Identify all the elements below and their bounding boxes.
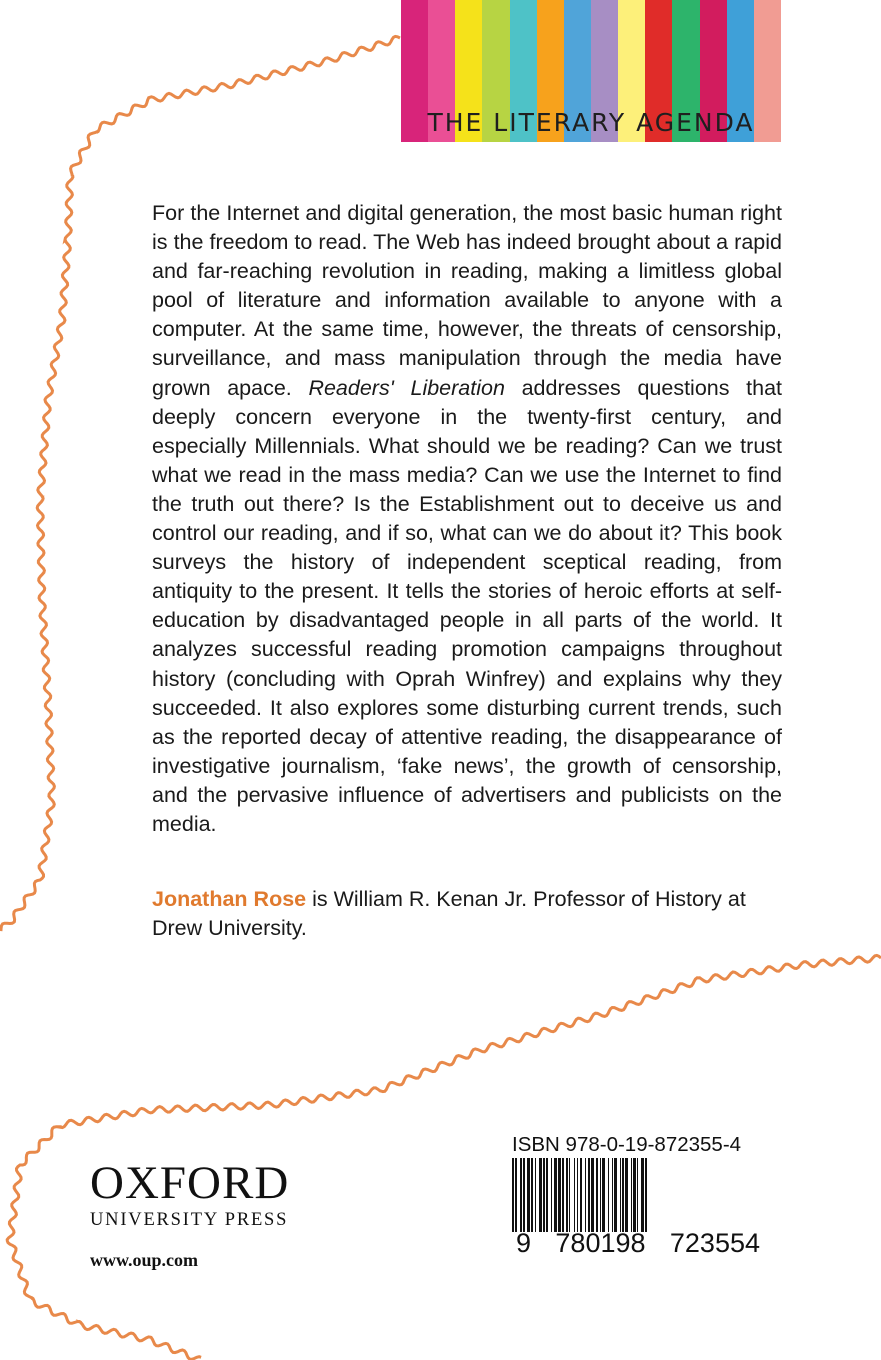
author-bio: [152, 885, 792, 943]
blurb-part-1: For the Internet and digital generation, the most basic human right is the freedom to read. The Web has indeed brought about a rapid and far-reaching revolution in reading, making a limitless global pool of literature and information available to anyone with a computer. At the same time, however, the threats of censorship, surveillance, and mass manipulation through the media have grown apace.: [152, 201, 782, 400]
barcode: [512, 1158, 755, 1232]
publisher-name: OXFORD: [90, 1157, 290, 1209]
isbn-label: ISBN 978-0-19-872355-4: [512, 1133, 742, 1156]
book-title-italic: Readers' Liberation: [308, 375, 505, 400]
publisher-logo: [90, 1158, 350, 1231]
author-name: Jonathan Rose: [152, 887, 307, 911]
barcode-space: [647, 1158, 648, 1232]
author-bio-text: is William R. Kenan Jr. Professor of History at Drew University.: [152, 887, 746, 941]
publisher-subtitle: UNIVERSITY PRESS: [90, 1210, 289, 1230]
publisher-website: www.oup.com: [90, 1250, 199, 1270]
series-title: THE LITERARY AGENDA: [427, 108, 755, 137]
barcode-digit-prefix: 9: [516, 1228, 532, 1258]
barcode-digit-group-1: 780198: [555, 1228, 646, 1258]
barcode-digits: [516, 1228, 760, 1259]
barcode-digit-group-2: 723554: [669, 1228, 760, 1258]
blurb-part-2: addresses questions that deeply concern everyone in the twenty-first century, and especially Millennials. What should we be reading? Can we trust what we read in the mass media? Can we use the Internet to find the truth out there? Is the Establishment out to deceive us and control our reading, and if so, what can we do about it? This book surveys the history of independent sceptical reading, from antiquity to the present. It tells the stories of heroic efforts at self-education by disadvantaged people in all parts of the world. It analyzes successful reading promotion campaigns throughout history (concluding with Oprah Winfrey) and explains why they succeeded. It also explores some disturbing current trends, such as the reported decay of attentive reading, the disappearance of investigative journalism, ‘fake news’, the growth of censorship, and the pervasive influence of advertisers and publicists on the media.: [152, 375, 783, 836]
book-blurb: [152, 199, 782, 839]
